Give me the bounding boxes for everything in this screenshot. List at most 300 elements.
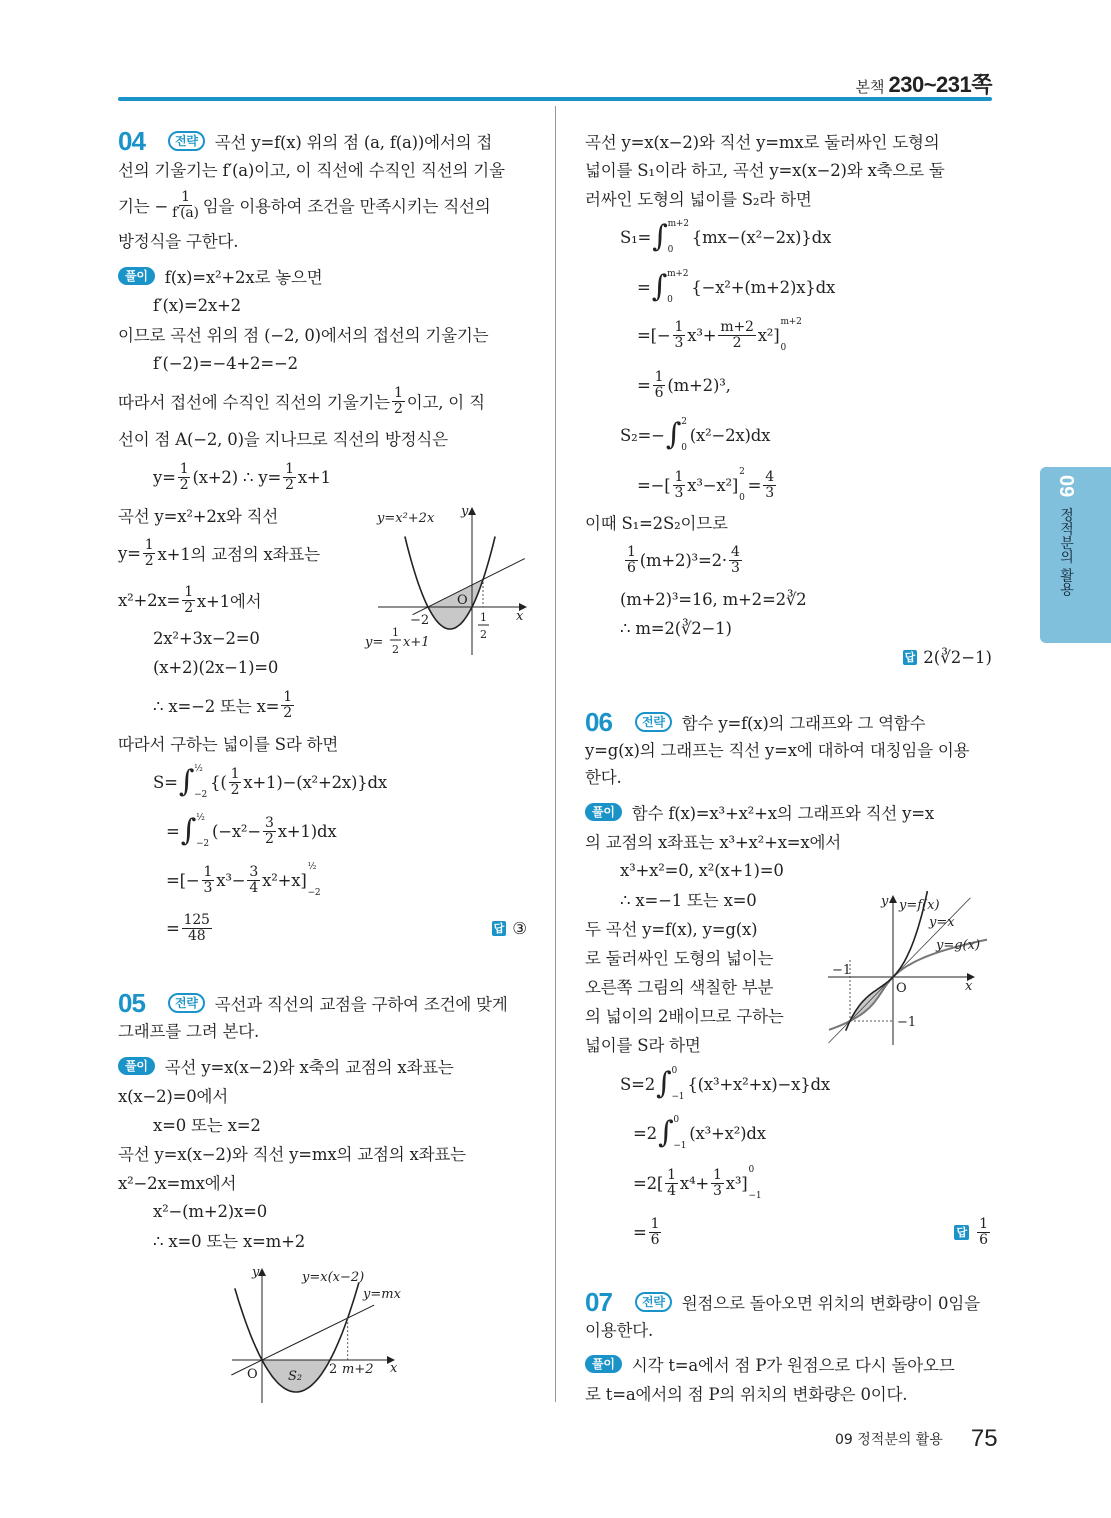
text-line	[153, 765, 387, 799]
upper-limit: 0	[671, 1066, 677, 1076]
text-line	[585, 732, 969, 766]
fraction-denominator: 4	[667, 1182, 676, 1199]
fraction-numerator: 1	[979, 1215, 988, 1232]
math-text: 러싸인 도형의 넓이를 S₂라 하면	[585, 190, 812, 209]
integral	[656, 1066, 684, 1102]
fraction-numerator: 1	[654, 368, 664, 385]
text-line	[585, 1312, 653, 1346]
upper-limit: ½	[307, 862, 317, 872]
y-axis-arrow	[468, 507, 476, 515]
math-text: x³−x²]	[687, 475, 739, 495]
fraction-denominator: 3	[730, 559, 740, 576]
x-axis-label: x	[516, 609, 524, 624]
integral-sign: ∫	[651, 269, 668, 304]
math-text: 이때 S₁=2S₂이므로	[585, 514, 728, 533]
integral	[652, 269, 689, 305]
chapter-side-tab[interactable]	[1040, 467, 1111, 643]
fraction-denominator: 2	[283, 704, 293, 721]
fraction	[718, 320, 755, 351]
text-line	[118, 223, 238, 257]
problem-number: 04	[118, 125, 145, 156]
lower-limit: −1	[748, 1191, 762, 1201]
math-text: {(	[210, 772, 227, 792]
upper-limit: ½	[194, 764, 203, 774]
math-text: x³+x²=0, x²(x+1)=0	[620, 860, 784, 880]
math-text: (x³+x²)dx	[689, 1123, 766, 1143]
lower-limit: −2	[194, 790, 208, 800]
fraction	[977, 1217, 990, 1248]
fraction	[229, 767, 242, 798]
math-text: =	[637, 277, 651, 297]
text-line	[585, 1376, 907, 1410]
fraction-denominator: 2	[230, 781, 240, 798]
solution-badge: 풀이	[118, 1057, 155, 1075]
graph-05	[225, 1262, 425, 1404]
limits	[681, 417, 687, 453]
fraction-denominator: 6	[627, 559, 636, 576]
lower-limit: −1	[673, 1141, 687, 1151]
math-text: (m+2)³=16, m+2=2∛2	[620, 589, 807, 609]
fraction	[143, 538, 156, 569]
fraction-denominator: 2	[184, 599, 193, 616]
text-line	[118, 421, 448, 455]
y-axis-label: y	[881, 894, 889, 909]
math-text: 넓이를 S₁이라 하고, 곡선 y=x(x−2)와 x축으로 둘	[585, 161, 945, 180]
math-text: 기는 −	[118, 197, 169, 216]
problem-number: 07	[585, 1286, 612, 1317]
math-text: 곡선 y=x²+2x와 직선	[118, 507, 279, 526]
math-text: x⁴+	[679, 1173, 710, 1193]
integral-sign: ∫	[652, 219, 668, 254]
text-line	[153, 346, 298, 380]
math-text: f(x)=x²+2x로 놓으면	[164, 268, 323, 287]
math-text: =[−	[166, 870, 200, 890]
text-line	[585, 759, 622, 793]
math-text: 따라서 구하는 넓이를 S라 하면	[118, 735, 339, 754]
fraction	[281, 690, 294, 721]
strategy-badge: 전략	[168, 993, 205, 1013]
math-text: x+1	[297, 467, 331, 487]
math-text: 이용한다.	[585, 1321, 654, 1340]
text-line	[166, 814, 336, 848]
tick-half-num: 1	[480, 611, 487, 624]
math-text: f′(x)=2x+2	[153, 295, 241, 315]
fraction-denominator: 48	[187, 927, 206, 944]
math-text: 의 교점의 x좌표는 x³+x²+x=x에서	[585, 833, 842, 852]
math-text: 의 넓이의 2배이므로 구하는	[585, 1007, 784, 1026]
math-text: 로 둘러싸인 도형의 넓이는	[585, 949, 774, 968]
math-text: y=	[153, 467, 176, 487]
math-text: 곡선 y=f(x) 위의 점 (a, f(a))에서의 접	[214, 133, 493, 152]
lower-limit: 0	[780, 343, 786, 353]
math-text: ∴ x=−1 또는 x=0	[620, 891, 757, 910]
limits	[194, 764, 207, 800]
text-line	[585, 1027, 701, 1061]
math-text: ③	[512, 918, 527, 938]
fraction-denominator: 3	[674, 334, 684, 351]
math-text: f′(−2)=−4+2=−2	[153, 353, 298, 373]
math-text: 함수 y=f(x)의 그래프와 그 역함수	[681, 714, 926, 733]
upper-limit: 2	[739, 467, 745, 477]
answer-badge: 답	[904, 650, 916, 664]
math-text: x=0 또는 x=2	[153, 1116, 261, 1135]
fraction-numerator: 125	[183, 911, 210, 928]
line-label-den: 2	[392, 643, 399, 656]
fraction-numerator: 1	[184, 583, 193, 600]
fraction-denominator: 6	[979, 1231, 988, 1248]
fraction-numerator: 3	[249, 863, 259, 880]
fraction-denominator: 6	[654, 384, 664, 401]
f-label: y=f(x)	[899, 898, 940, 913]
fraction-denominator: 2	[394, 400, 403, 417]
origin-label: O	[457, 593, 468, 608]
math-text: =−[	[637, 475, 671, 495]
text-line	[633, 1116, 766, 1150]
integral	[179, 764, 207, 800]
strategy-badge: 전략	[635, 1292, 672, 1312]
fraction-numerator: 1	[179, 460, 189, 477]
math-text: =	[166, 918, 180, 938]
header-rule	[118, 97, 992, 101]
answer	[585, 1215, 992, 1249]
limits	[308, 862, 321, 898]
origin-label: O	[247, 1367, 258, 1382]
fraction-numerator: 1	[144, 536, 154, 553]
fraction	[247, 865, 260, 896]
solution-badge: 풀이	[585, 1355, 622, 1373]
upper-limit: 0	[748, 1165, 755, 1175]
problem-number: 06	[585, 706, 612, 737]
answer-badge: 답	[493, 921, 505, 935]
fraction-numerator: 1	[650, 1215, 660, 1232]
text-line	[637, 468, 778, 502]
fraction-numerator: 1	[627, 543, 636, 560]
tick-m-plus-2: m+2	[342, 1362, 374, 1377]
tick-y-neg1: −1	[897, 1015, 917, 1030]
page-reference-prefix: 본책	[855, 78, 885, 96]
math-text: y=	[118, 543, 141, 563]
graph-04	[360, 500, 535, 665]
fraction	[711, 1168, 724, 1199]
evaluation-limits	[308, 862, 321, 898]
math-text: 곡선 y=x(x−2)와 직선 y=mx의 교점의 x좌표는	[118, 1145, 466, 1164]
integral	[652, 219, 689, 255]
identity-label: y=x	[929, 915, 955, 930]
x-axis-label: x	[965, 979, 973, 994]
fraction-numerator: 1	[713, 1166, 722, 1183]
math-text: 곡선 y=x(x−2)와 x축의 교점의 x좌표는	[164, 1058, 454, 1077]
text-line	[153, 460, 331, 494]
strategy-badge: 전략	[635, 712, 672, 732]
page-footer	[835, 1425, 998, 1453]
math-text: x³+	[687, 325, 717, 345]
page-reference-pages: 230~231쪽	[888, 72, 992, 97]
limits	[780, 317, 801, 353]
text-line	[118, 536, 320, 570]
fraction-denominator: 2	[179, 476, 189, 493]
integral-sign: ∫	[656, 1066, 672, 1101]
line-label-prefix: y=	[365, 635, 384, 650]
fraction-numerator: 1	[285, 460, 294, 477]
math-text: x³−	[216, 870, 246, 890]
evaluation-limits	[780, 317, 801, 353]
line-label-num: 1	[392, 626, 399, 639]
math-text: 선이 점 A(−2, 0)을 지나므로 직선의 방정식은	[118, 430, 448, 449]
fraction-numerator: 1	[181, 188, 190, 205]
area-label: S₂	[288, 1369, 303, 1384]
math-text: =	[166, 821, 180, 841]
text-line	[118, 498, 278, 532]
fraction	[178, 462, 191, 493]
fraction	[392, 386, 405, 417]
math-text: x²+x]	[262, 870, 307, 890]
math-text: =	[637, 375, 651, 395]
math-text: ∴ x=0 또는 x=m+2	[153, 1232, 306, 1251]
math-text: (m+2)³,	[667, 375, 731, 395]
fraction-denominator: 3	[713, 1182, 722, 1199]
math-text: =	[633, 1222, 647, 1242]
page-number: 75	[970, 1425, 998, 1452]
upper-limit: 0	[673, 1115, 679, 1125]
math-text: 이므로 곡선 위의 점 (−2, 0)에서의 접선의 기울기는	[118, 326, 489, 345]
fraction-denominator: 2	[264, 830, 274, 847]
text-line	[620, 418, 770, 452]
integral-sign: ∫	[178, 764, 195, 799]
limits	[671, 1066, 684, 1102]
math-text: 곡선 y=x(x−2)와 직선 y=mx로 둘러싸인 도형의	[585, 133, 940, 152]
upper-limit: ½	[196, 813, 205, 823]
math-text: x+1)dx	[277, 821, 337, 841]
math-text: x+1)−(x²+2x)}dx	[243, 772, 387, 792]
answer	[585, 640, 992, 674]
curve-label: y=x²+2x	[377, 511, 435, 526]
text-line	[585, 181, 812, 215]
math-text: x³]	[725, 1173, 748, 1193]
upper-limit: m+2	[667, 269, 689, 279]
fraction-denominator: 4	[249, 879, 259, 896]
integral-sign: ∫	[180, 813, 197, 848]
upper-limit: m+2	[780, 317, 802, 327]
fraction-numerator: 1	[394, 384, 403, 401]
text-line	[620, 220, 831, 254]
fraction-denominator: 2	[144, 552, 154, 569]
text-line	[153, 650, 278, 684]
math-text: x²+2x=	[118, 590, 181, 610]
fraction	[263, 816, 276, 847]
page-reference	[856, 68, 993, 99]
math-text: 로 t=a에서의 점 P의 위치의 변화량은 0이다.	[585, 1385, 908, 1404]
math-text: 2(∛2−1)	[923, 647, 992, 667]
fraction-numerator: 1	[283, 688, 293, 705]
limits	[668, 219, 689, 255]
math-text: 원점으로 돌아오면 위치의 변화량이 0임을	[681, 1294, 980, 1313]
text-line	[118, 152, 505, 186]
fraction-denominator: 2	[285, 476, 294, 493]
problem-number: 05	[118, 987, 145, 1018]
fraction	[170, 190, 201, 221]
limits	[667, 269, 688, 305]
math-text: =	[747, 475, 762, 495]
fraction	[202, 865, 215, 896]
math-text: 2x²+3x−2=0	[153, 628, 260, 648]
text-line	[585, 505, 728, 539]
text-line	[153, 1223, 305, 1257]
math-text: 시각 t=a에서 점 P가 원점으로 다시 돌아오므	[631, 1356, 955, 1375]
fraction-denominator: 3	[674, 484, 684, 501]
chapter-title: 정적분의 활용	[1058, 507, 1074, 597]
fraction	[665, 1168, 678, 1199]
math-text: =2	[633, 1123, 657, 1143]
math-text: x+1의 교점의 x좌표는	[157, 545, 320, 564]
fraction	[283, 462, 296, 493]
fraction-numerator: 1	[674, 468, 684, 485]
math-text: ∴ x=−2 또는 x=	[153, 697, 280, 716]
integral-sign: ∫	[657, 1115, 674, 1150]
text-line	[623, 543, 744, 577]
math-text: (x+2)(2x−1)=0	[153, 657, 279, 677]
lower-limit: −2	[307, 888, 321, 898]
limits	[673, 1115, 686, 1151]
math-text: x²]	[757, 325, 780, 345]
text-line	[118, 188, 491, 222]
math-text: S=2	[620, 1074, 656, 1094]
text-line	[633, 1166, 764, 1200]
column-divider	[555, 106, 556, 1402]
math-text: 따라서 접선에 수직인 직선의 기울기는	[118, 393, 391, 412]
text-line	[166, 863, 323, 897]
text-line	[153, 688, 296, 722]
fraction	[653, 370, 666, 401]
math-text: {−x²+(m+2)x}dx	[691, 277, 836, 297]
fraction-numerator: 1	[674, 318, 684, 335]
footer-chapter: 09 정적분의 활용	[835, 1432, 943, 1448]
integral	[666, 417, 687, 453]
math-text: =[−	[637, 325, 671, 345]
fraction-denominator: 2	[732, 334, 742, 351]
math-text: x(x−2)=0에서	[118, 1087, 229, 1106]
lower-limit: 0	[681, 443, 687, 453]
text-line	[118, 726, 338, 760]
strategy-badge: 전략	[168, 131, 205, 151]
text-line	[637, 368, 731, 402]
limits	[749, 1165, 762, 1201]
solution-badge: 풀이	[585, 803, 622, 821]
text-line	[637, 318, 805, 352]
fraction-denominator: 6	[650, 1231, 660, 1248]
curve-label: y=x(x−2)	[302, 1270, 365, 1285]
tick-x-neg1: −1	[832, 963, 852, 978]
y-axis-label: y	[252, 1265, 260, 1280]
math-text: (−x²−	[211, 821, 261, 841]
math-text: x²−(m+2)x=0	[153, 1201, 268, 1221]
line-label-suffix: x+1	[403, 635, 430, 650]
fraction	[625, 545, 638, 576]
math-text: {(x³+x²+x)−x}dx	[687, 1074, 831, 1094]
math-text: 두 곡선 y=f(x), y=g(x)	[585, 920, 758, 939]
y-axis-arrow	[889, 895, 897, 903]
math-text: 그래프를 그려 본다.	[118, 1022, 260, 1041]
text-line	[637, 270, 835, 304]
lower-limit: −2	[196, 839, 209, 849]
evaluation-limits	[739, 467, 745, 503]
fraction-numerator: 3	[264, 814, 274, 831]
x-axis-label: x	[390, 1361, 398, 1376]
integral	[658, 1115, 686, 1151]
math-text: (m+2)³=2·	[639, 550, 727, 570]
fraction-numerator: 1	[203, 863, 213, 880]
math-text: ∴ m=2(∛2−1)	[620, 618, 732, 638]
evaluation-limits	[749, 1165, 762, 1201]
text-line	[118, 583, 261, 617]
text-line	[118, 384, 485, 418]
solution-badge: 풀이	[118, 267, 155, 285]
math-text: {mx−(x²−2x)}dx	[691, 227, 832, 247]
lower-limit: 0	[667, 295, 673, 305]
fraction-numerator: m+2	[720, 318, 754, 335]
fraction	[182, 585, 195, 616]
upper-limit: 2	[681, 417, 687, 427]
math-text: S=	[153, 772, 178, 792]
math-text: 방정식을 구한다.	[118, 232, 239, 251]
graph-06	[822, 890, 997, 1050]
math-text: 이고, 이 직	[406, 393, 485, 412]
math-text: 넓이를 S라 하면	[585, 1036, 701, 1055]
g-label: y=g(x)	[936, 938, 981, 953]
lower-limit: 0	[667, 245, 674, 255]
fraction-numerator: 4	[730, 543, 740, 560]
fraction	[729, 545, 742, 576]
lower-limit: 0	[739, 493, 745, 503]
origin-label: O	[896, 981, 907, 996]
math-text: =2[	[633, 1173, 664, 1193]
y-axis-label: y	[461, 504, 469, 519]
fraction-denominator: f′(a)	[172, 204, 199, 221]
answer	[118, 911, 527, 945]
math-text: 선의 기울기는 f′(a)이고, 이 직선에 수직인 직선의 기울	[118, 161, 505, 180]
math-text: x²−2x=mx에서	[118, 1174, 237, 1193]
fraction	[673, 470, 686, 501]
text-line	[620, 1067, 830, 1101]
fraction-denominator: 3	[765, 484, 775, 501]
line-label: y=mx	[363, 1287, 401, 1302]
math-text: 함수 f(x)=x³+x²+x의 그래프와 직선 y=x	[631, 804, 934, 823]
math-text: 곡선과 직선의 교점을 구하여 조건에 맞게	[214, 995, 508, 1014]
tick-half-den: 2	[480, 628, 487, 641]
math-text: 임을 이용하여 조건을 만족시키는 직선의	[202, 197, 491, 216]
fraction-numerator: 1	[230, 765, 240, 782]
math-text: 오른쪽 그림의 색칠한 부분	[585, 978, 774, 997]
text-line	[118, 1013, 259, 1047]
lower-limit: −1	[671, 1092, 685, 1102]
math-text: y=g(x)의 그래프는 직선 y=x에 대하여 대칭임을 이용	[585, 741, 970, 760]
math-text: S₁=	[620, 227, 652, 247]
tick-neg2: −2	[410, 613, 430, 628]
tick-2: 2	[329, 1362, 338, 1377]
fraction-denominator: 3	[203, 879, 213, 896]
math-text: S₂=−	[620, 425, 665, 445]
limits	[196, 813, 209, 849]
math-text: 한다.	[585, 768, 622, 787]
math-text: (x²−2x)dx	[689, 425, 771, 445]
upper-limit: m+2	[667, 219, 689, 229]
answer-badge: 답	[956, 1225, 968, 1239]
math-text: x+1에서	[196, 592, 262, 611]
limits	[739, 467, 745, 503]
math-text: (x+2) ∴ y=	[192, 467, 282, 487]
integral	[181, 813, 209, 849]
fraction	[673, 320, 686, 351]
chapter-number: 09	[1055, 475, 1077, 498]
